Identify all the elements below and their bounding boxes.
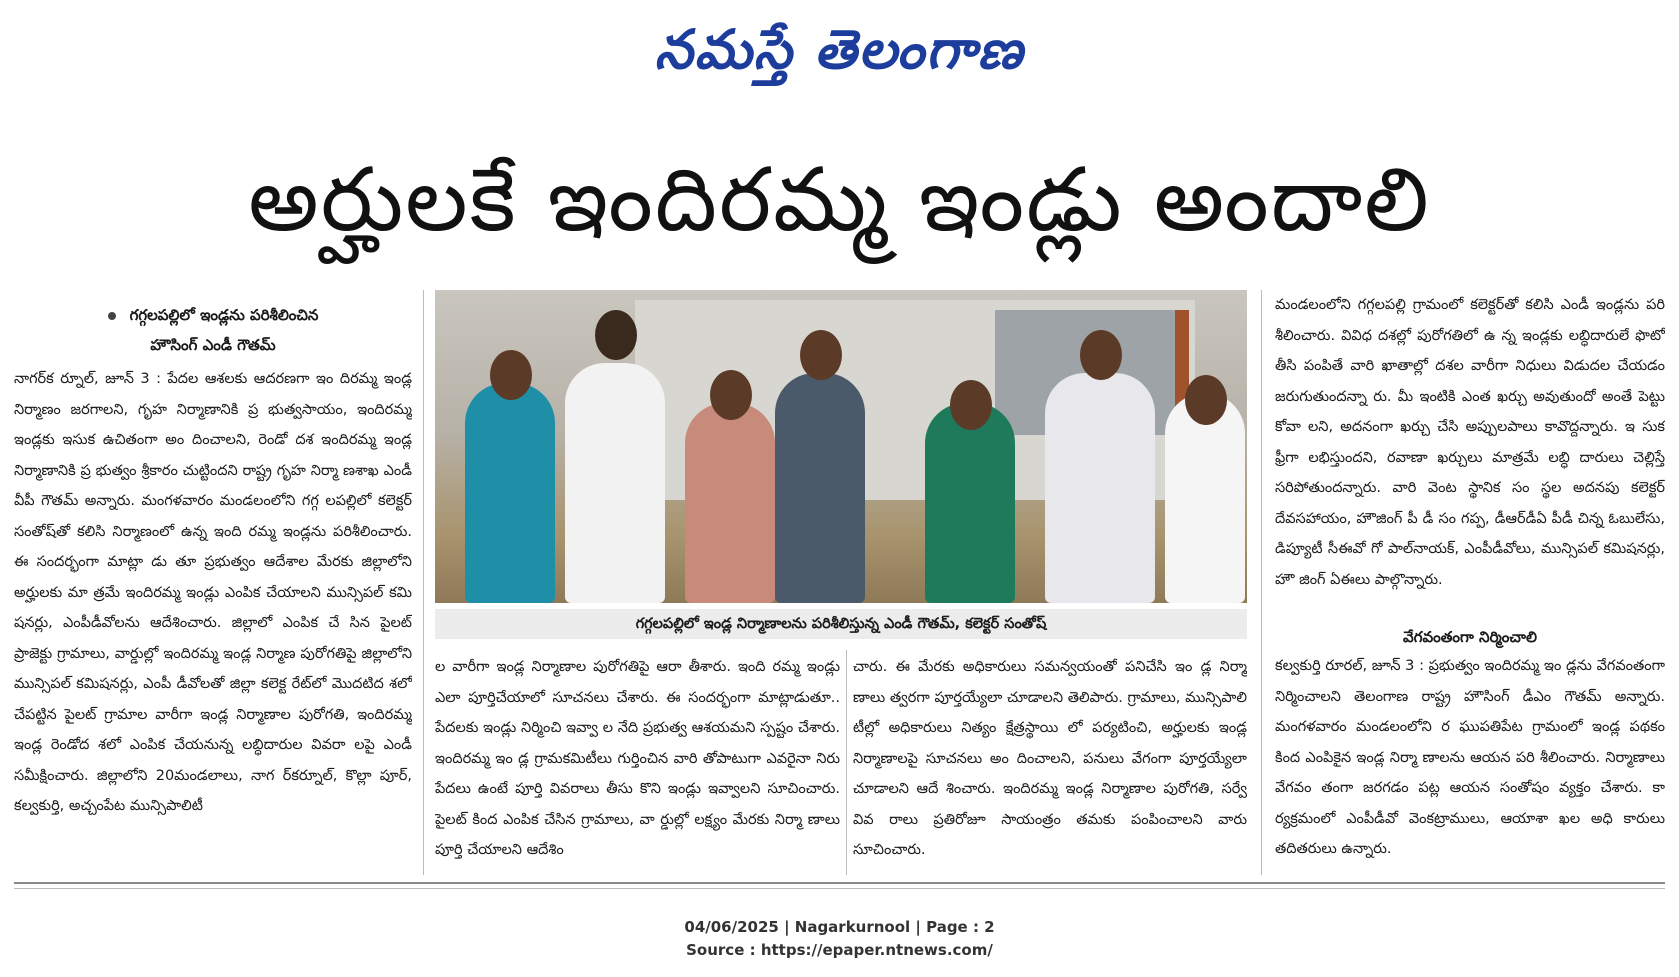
middle-column-2 [853,652,1247,874]
masthead-title: నమస్తే తెలంగాణ [654,17,1025,81]
bullet-icon [108,312,116,320]
newspaper-masthead [0,6,1679,92]
footer-rule [14,882,1665,884]
photo-person [685,403,775,603]
footer-rule-thin [14,888,1665,889]
photo-person-head [1080,330,1122,380]
photo-person-head [595,310,637,360]
right-body-text-2: కల్వకుర్తి రూరల్, జూన్ 3 : ప్రభుత్వం ఇందిరమ్మ ఇం డ్లను వేగవంతంగా నిర్మించాలని తెలంగాణ రాష్ట్ర హౌసింగ్ డీఎం గౌతమ్ అన్నారు. మంగళవారం మండలంలోని ర ఘుపతిపేట గ్రామంలో ఇండ్ల పథకం కింద ఎంపికైన ఇండ్ల నిర్మా ణాలను ఆయన పరి శీలించారు. నిర్మాణాలు వేగవం తంగా జరగడం పట్ల ఆయన సంతోషం వ్యక్తం చేశారు. కా ర్యక్రమంలో ఎంపీడీవో వెంకట్రాములు, ఆయాశా ఖల అధి కారులు తదితరులు ఉన్నారు. [1275,658,1665,857]
photo-person [465,383,555,603]
column-divider [1261,290,1262,875]
photo-person-head [490,350,532,400]
news-photo [435,290,1247,603]
photo-person-head [950,380,992,430]
middle-column-1 [435,652,840,874]
photo-person-head [710,370,752,420]
left-body-text: నాగర్‌క ర్నూల్, జూన్ 3 : పేదల ఆశలకు ఆదరణగా ఇం దిరమ్మ ఇండ్ల నిర్మాణం జరగాలని, గృహ నిర్మాణానికి ప్ర భుత్వసాయం, ఇందిరమ్మ ఇండ్లకు ఇసుక ఉచితంగా అం దించాలని, రెండో దశ ఇందిరమ్మ ఇండ్ల నిర్మాణానికి ప్ర భుత్వం శ్రీకారం చుట్టిందని రాష్ట్ర గృహ నిర్మా ణశాఖ ఎండీ వీపీ గౌతమ్ అన్నారు. మంగళవారం మండలంలోని గగ్గ లపల్లిలో కలెక్టర్ సంతోష్‌తో కలిసి నిర్మాణంలో ఉన్న ఇంది రమ్మ ఇండ్లను పరిశీలించారు. ఈ సందర్భంగా మాట్లా డు తూ ప్రభుత్వం ఆదేశాల మేరకు జిల్లాలోని అర్హులకు మా త్రమే ఇందిరమ్మ ఇండ్లు ఎంపిక చేయాలని మున్సిపల్ కమి షనర్లు, ఎంపీడీవోలను ఆదేశించారు. జిల్లాలో ఎంపిక చే సిన పైలట్ ప్రాజెక్టు గ్రామాలు, వార్డుల్లో ఇందిరమ్మ ఇండ్ల నిర్మాణ పురోగతిపై జిల్లాలోని మున్సిపల్ కమిషనర్లు, ఎంపీ డీవోలతో జిల్లా కలెక్ట రేట్‌లో మొదటిద శలో చేపట్టిన పైలట్ గ్రామాల వారీగా ఇండ్ల నిర్మాణాల పురోగతి, ఇందిరమ్మ ఇండ్ల రెండోద శలో ఎంపిక చేయనున్న లబ్ధిదారుల వివరా లపై ఎండీ సమీక్షించారు. జిల్లాలోని 20మండలాలు, నాగ ర్‌కర్నూల్, కొల్లా పూర్, కల్వకుర్తి, అచ్చంపేట మున్సిపాలిటీ [14,371,412,814]
left-subhead-line1: గగ్గలపల్లిలో ఇండ్లను పరిశీలించిన [129,306,319,324]
photo-person-head [800,330,842,380]
column-divider [423,290,424,875]
left-subhead-line2: హౌసింగ్ ఎండీ గౌతమ్ [150,336,276,354]
left-column-body [14,364,412,862]
footer-date-page: 04/06/2025 | Nagarkurnool | Page : 2 [684,918,995,936]
right-column-body [1275,290,1665,630]
right-subhead: వేగవంతంగా నిర్మించాలి [1403,628,1537,646]
middle-body-text-2: చారు. ఈ మేరకు అధికారులు సమన్వయంతో పనిచేసి ఇం డ్ల నిర్మా ణాలు త్వరగా పూర్తయ్యేలా చూడాలని తెలిపారు. గ్రామాలు, మున్సిపాలి టీల్లో అధికారులు నిత్యం క్షేత్రస్థాయి లో పర్యటించి, అర్హులకు ఇండ్ల నిర్మాణాలపై సూచనలు అం దించాలని, పనులు వేగంగా పూర్తయ్యేలా చూడాలని ఆదే శించారు. ఇందిరమ్మ ఇండ్ల నిర్మాణాల పురోగతి, సర్వే వివ రాలు ప్రతిరోజూ సాయంత్రం తమకు పంపించాలని వారు సూచించారు. [853,659,1247,858]
photo-person [1045,373,1155,603]
photo-person [775,373,865,603]
photo-person [565,363,665,603]
footer-source: Source : https://epaper.ntnews.com/ [686,941,993,959]
photo-caption: గగ్గలపల్లిలో ఇండ్ల నిర్మాణాలను పరిశీలిస్తున్న ఎండీ గౌతమ్, కలెక్టర్ సంతోష్ [435,609,1247,639]
right-body-text-1: మండలంలోని గగ్గలపల్లి గ్రామంలో కలెక్టర్‌తో కలిసి ఎండీ ఇండ్లను పరి శీలించారు. వివిధ దశల్లో పురోగతిలో ఉ న్న ఇండ్లకు లబ్ధిదారులే ఫొటో తీసి పంపితే వారి ఖాతాల్లో దశల వారీగా నిధులు విడుదల చేయడం జరుగుతుందన్నా రు. మీ ఇంటికి ఎంత ఖర్చు అవుతుందో అంతే పెట్టు కోవా లని, అదనంగా ఖర్చు చేసి అప్పులపాలు కావొద్దన్నారు. ఇ సుక ఫ్రీగా లభిస్తుందని, రవాణా ఖర్చులు మాత్రమే లబ్ధి దారులు చెల్లిస్తే సరిపోతుందన్నారు. వారి వెంట స్థానిక సం స్థల అదనపు కలెక్టర్ దేవసహాయం, హౌజింగ్ పీ డీ సం గప్ప, డీఆర్‌డీఏ పీడీ చిన్న ఓబులేసు, డిప్యూటీ సీఈవో గో పాల్‌నాయక్, ఎంపీడీవోలు, మున్సిపల్ కమిషనర్లు, హౌ జింగ్ ఏఈలు పాల్గొన్నారు. [1275,297,1665,588]
left-subhead [14,300,412,360]
right-column-body-2 [1275,651,1665,873]
middle-body-text-1: ల వారీగా ఇండ్ల నిర్మాణాల పురోగతిపై ఆరా తీశారు. ఇంది రమ్మ ఇండ్లు ఎలా పూర్తిచేయాలో సూచనలు చేశారు. ఈ సందర్భంగా మాట్లాడుతూ.. పేదలకు ఇండ్లు నిర్మించి ఇవ్వా ల నేది ప్రభుత్వ ఆశయమని స్పష్టం చేశారు. ఇందిరమ్మ ఇం డ్ల గ్రామకమిటీలు గుర్తించిన వారి తోపాటుగా ఎవరైనా నిరు పేదలు ఉంటే పూర్తి వివరాలు తీసు కొని ఇండ్లు ఇవ్వాలని సూచించారు. పైలట్ కింద ఎంపిక చేసిన గ్రామాలు, వా ర్డుల్లో లక్ష్యం మేరకు నిర్మా ణాలు పూర్తి చేయాలని ఆదేశిం [435,659,840,858]
photo-person-head [1185,375,1227,425]
column-divider [846,650,847,875]
photo-person [925,403,1015,603]
article-headline: అర్హులకే ఇందిరమ్మ ఇండ్లు అందాలి [248,148,1431,251]
